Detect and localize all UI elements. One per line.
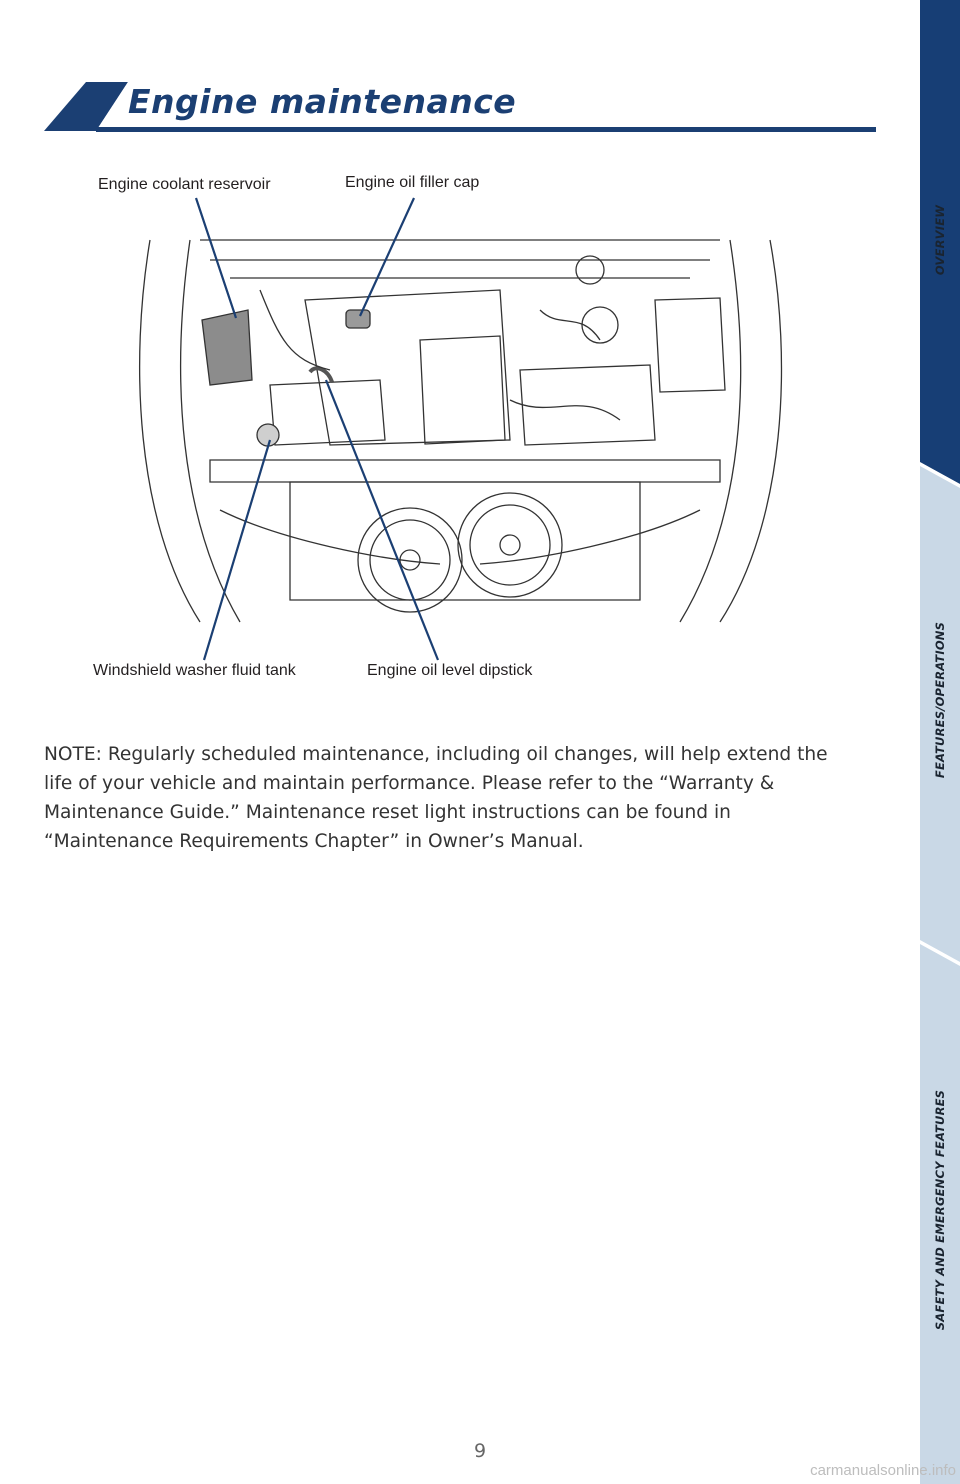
callout-coolant-reservoir: Engine coolant reservoir — [98, 176, 271, 193]
callout-washer-fluid-tank: Windshield washer fluid tank — [93, 662, 296, 679]
washer-fluid-cap — [257, 424, 279, 446]
callout-leader-oil-cap — [360, 198, 414, 316]
left-fender-line — [140, 240, 200, 622]
maintenance-note: NOTE: Regularly scheduled maintenance, including oil changes, will help extend the life of your vehicle and maintain performance. Please refer to the “Warranty & Maintenance Guide.” Maintenance reset light instructions can be found in “Maintenance Requirements Chapter” in Owner’s Manual. — [44, 744, 828, 852]
engine-diagram — [80, 160, 840, 700]
callout-leader-dipstick — [326, 380, 438, 660]
right-fender-line — [720, 240, 781, 622]
sidebar-tab-safety-emergency[interactable] — [920, 990, 960, 1430]
fuse-box — [655, 298, 725, 392]
watermark: carmanualsonline.info — [810, 1462, 956, 1479]
page-number: 9 — [473, 1440, 487, 1462]
cooling-fan-right-inner — [470, 505, 550, 585]
cooling-fan-right — [458, 493, 562, 597]
sidebar-tab-label: FEATURES/OPERATIONS — [933, 621, 947, 779]
right-inner-fender — [680, 240, 741, 622]
radiator — [290, 482, 640, 600]
left-inner-fender — [181, 240, 240, 622]
callout-oil-dipstick: Engine oil level dipstick — [367, 662, 533, 679]
hose — [540, 310, 600, 340]
callout-leader-washer — [204, 440, 270, 660]
callout-leader-coolant — [196, 198, 236, 318]
sidebar-tab-label: SAFETY AND EMERGENCY FEATURES — [933, 1089, 947, 1331]
sidebar-tab-overview[interactable] — [920, 30, 960, 450]
coolant-reservoir — [202, 310, 252, 385]
callout-oil-filler-cap: Engine oil filler cap — [345, 174, 480, 191]
hose — [260, 290, 330, 370]
section-sidebar — [920, 0, 960, 1484]
washer-tank-body — [270, 380, 385, 445]
bumper-left — [220, 510, 440, 564]
radiator-support — [210, 460, 720, 482]
power-steering-reservoir — [582, 307, 618, 343]
intake-manifold — [420, 336, 505, 444]
cooling-fan-left — [358, 508, 462, 612]
hose — [510, 400, 620, 420]
oil-filler-cap — [346, 310, 370, 328]
page-title: Engine maintenance — [128, 82, 517, 121]
sidebar-tab-label: OVERVIEW — [933, 204, 948, 276]
engine-bay-illustration — [80, 160, 840, 700]
cooling-fan-right-hub — [500, 535, 520, 555]
oil-dipstick-handle — [310, 368, 332, 382]
header-underline — [96, 127, 876, 132]
bumper-right — [480, 510, 700, 564]
sidebar-tab-features-operations[interactable] — [920, 500, 960, 900]
engine-cover — [305, 290, 510, 445]
page-header — [0, 0, 960, 140]
battery — [520, 365, 655, 445]
